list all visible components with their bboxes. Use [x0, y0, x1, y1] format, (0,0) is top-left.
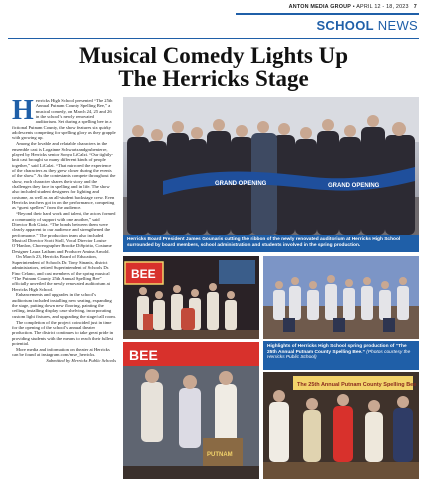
article-paragraph: More media and information on theater at Herricks can be found at instagram.com/mse_herricks.: [12, 346, 110, 358]
page-number: 7: [413, 4, 417, 10]
cast-group-illustration: [263, 256, 419, 339]
stage-banner-photo: [263, 372, 419, 479]
stage-banner-illustration: [263, 372, 419, 479]
article-paragraph: Enhancements and upgrades in the school’s auditorium included installing new seating, expanding the stage, putting down new flooring, painting the ceiling, installing display case shelving, incorporating custom light fixtures, and upgrading the stage/call room.: [12, 292, 116, 319]
spelling-bee-banner: The 25th Annual Putnam County Spelling Bee: [297, 382, 417, 388]
grand-opening-banner-right: GRAND OPENING: [328, 183, 380, 189]
issue-date: APRIL 12 - 18, 2023: [356, 4, 409, 10]
ribbon-cutting-photo: [123, 97, 419, 235]
publisher-name: ANTON MEDIA GROUP: [288, 4, 352, 10]
performer-illustration: [123, 342, 259, 479]
cast-group-photo: [263, 256, 419, 339]
article-byline: Submitted by Herricks Public Schools: [46, 358, 116, 363]
article-paragraph: Among the lovable and relatable characters in the ensemble cast is Logainne Schwartzandgrubenierre, played by Herricks senior Sonya LiCalzi. “Our tightly-knit cast brought so many different kinds of people together,” said LiCalzi. “That mirrored the experience of the characters as they grew closer during the events of the show.” As the contestants compete throughout the show, each character shares their story and the challenges they face in spelling and in life. The show also included student designers for lighting and costume, as well as an all-student backstage crew. Even Herricks teachers got in on the performance, competing as “guest spellers” from the audience.: [12, 141, 116, 211]
section-word-1: SCHOOL: [316, 18, 374, 33]
section-bar: [236, 13, 419, 15]
ribbon-cutting-illustration: [123, 97, 419, 235]
article-paragraph: Herrricks High School presented “The 25th Annual Putnam County Spelling Bee,” a musical comedy, on March 24, 25 and 26 in the school’s newly renovated auditorium. Set during a spelling bee in a fictional Putnam County, the show features six quirky adolescents competing for spelling glory as they grapple with growing up.: [12, 95, 116, 141]
photo-credit: (Photos courtesy the Herricks Public School): [267, 349, 411, 361]
page-header: [125, 4, 417, 10]
headline: [8, 44, 419, 90]
bee-sign: BEE: [131, 267, 156, 281]
performer-photo: [123, 342, 259, 479]
section-rule: [8, 38, 419, 39]
article-paragraph: “Beyond their hard work and talent, the actors formed a community of support with one another,” said Director Rob Gioia. “The bonds between them were clearly apparent to our audience and strengthened the performance.” The production team also included Musical Director Scott Stoll, Vocal Director Louise O’Hanlon, Choreographer Brooke DiSpirito, Costume Designer Laura Latham and Producer Amina Arnold.: [12, 211, 116, 254]
drop-cap: H: [12, 95, 34, 126]
section-title: [296, 18, 418, 33]
production-caption-text: Highlights of Herricks High School spring production of “The 25th Annual Putnam County Spelling Bee.”: [267, 344, 407, 355]
ribbon-cutting-caption: Herricks Board President James Gounaris cutting the ribbon of the newly renovated auditorium at Herricks High School surrounded by board members, school administration and students involved in the spring production.: [123, 235, 419, 252]
headline-line-1: Musical Comedy Lights Up: [79, 43, 348, 68]
bee-sign-lower: BEE: [129, 347, 158, 363]
cast-bee-illustration: [123, 256, 259, 339]
section-word-2: NEWS: [377, 18, 418, 33]
article-body: [12, 95, 116, 364]
cast-photo-bee-sign: [123, 256, 259, 339]
podium-sign: PUTNAM: [207, 452, 233, 458]
header-separator: •: [352, 4, 355, 10]
production-highlights-caption: [263, 341, 419, 370]
article-paragraph: On March 23, Herricks Board of Education, Superintendent of Schools Dr. Tony Sinanis, district administrators, retired Superintendent of Schools Dr. Fino Celano, and cast members of the spring musical “The Putnam County 25th Annual Spelling Bee” officially unveiled the newly renovated auditorium at Herricks High School.: [12, 254, 110, 292]
grand-opening-banner: GRAND OPENING: [215, 181, 267, 187]
article-paragraph: The completion of the project coincided just in time for the opening of the school’s annual theater production. The district continues to take great pride in providing students with the means to reach their fullest potential.: [12, 319, 114, 346]
headline-line-2: The Herricks Stage: [118, 66, 309, 91]
